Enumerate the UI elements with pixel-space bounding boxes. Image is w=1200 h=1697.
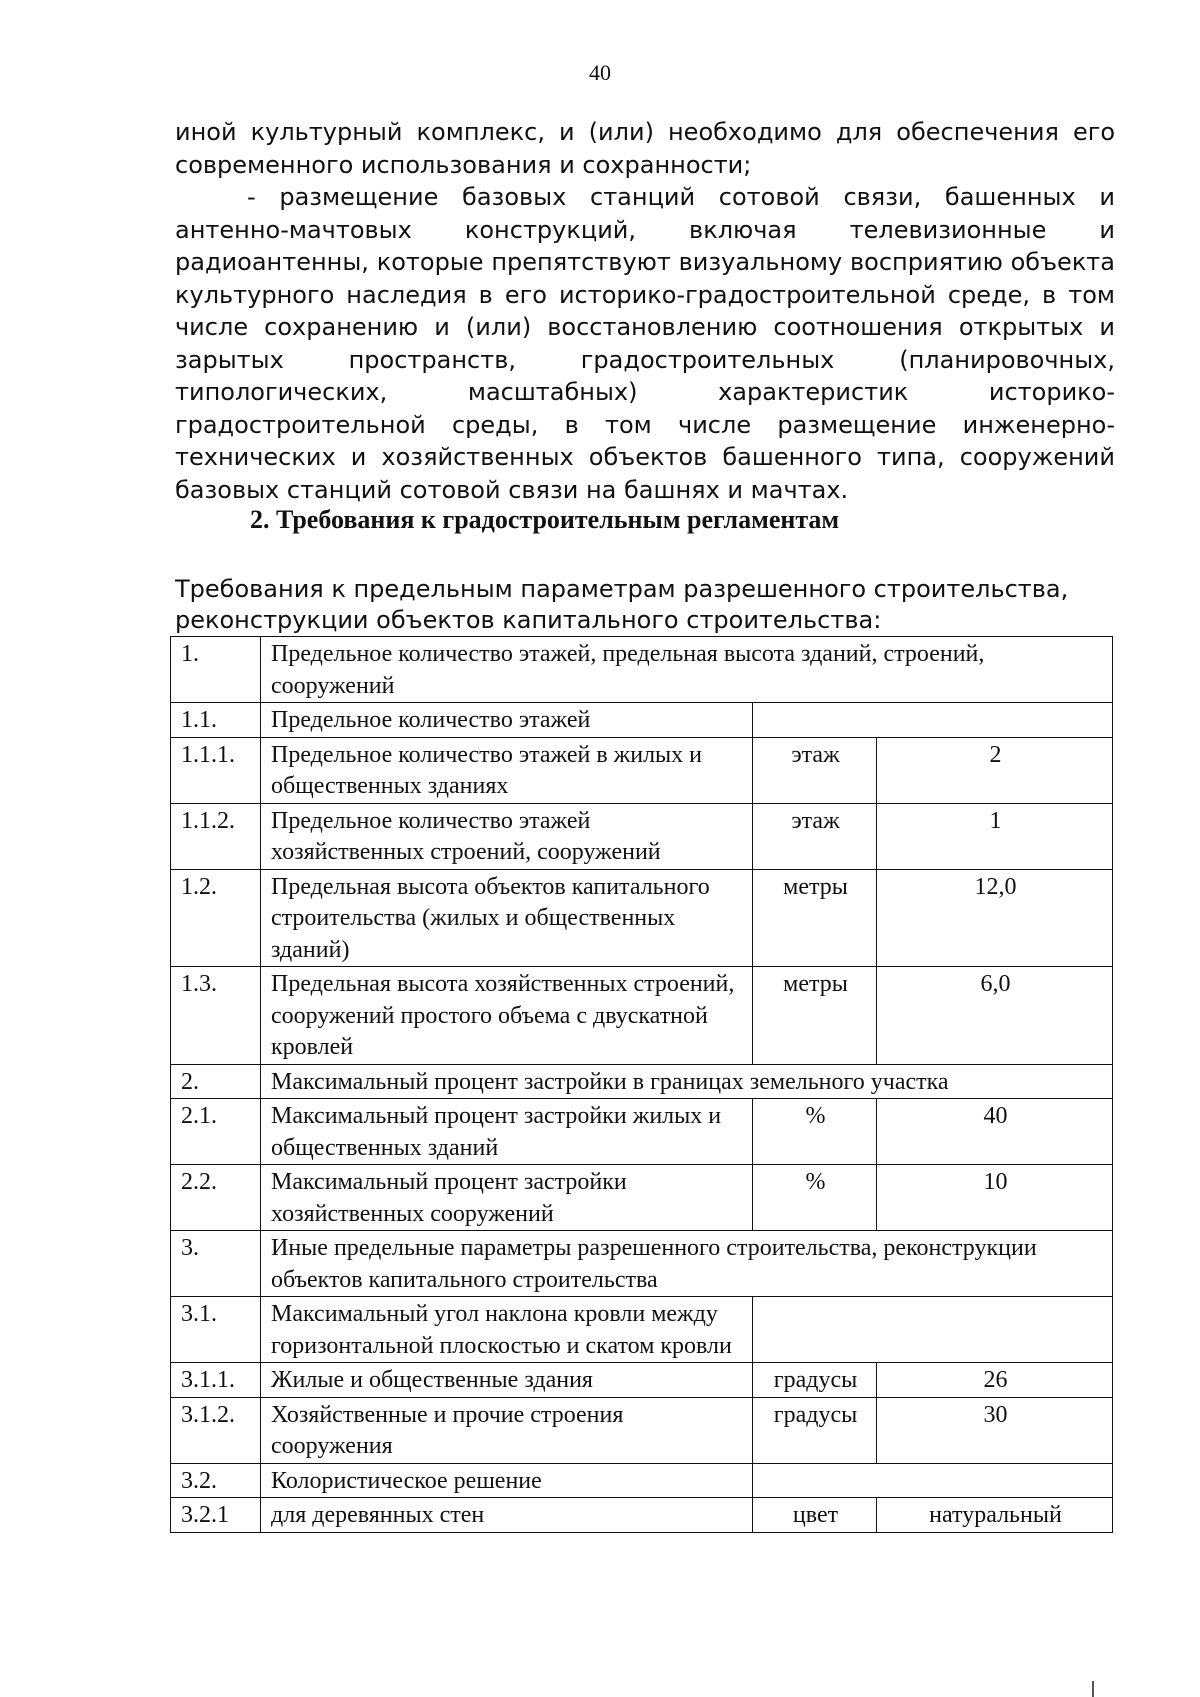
value-cell: 30 [877,1397,1113,1463]
parameters-table [170,636,1113,1533]
unit-cell: градусы [753,1363,877,1398]
table-row [171,1463,1113,1498]
table-row [171,1064,1113,1099]
row-number: 3.2.1 [171,1498,261,1533]
row-number: 1. [171,637,261,703]
parameter-name: Максимальный процент застройки в границах земельного участка [261,1064,1113,1099]
unit-cell: этаж [753,737,877,803]
value-cell: 2 [877,737,1113,803]
table-row [171,803,1113,869]
row-number: 1.1. [171,703,261,738]
table-row [171,1297,1113,1363]
parameter-name: Максимальный угол наклона кровли между горизонтальной плоскостью и скатом кровли [261,1297,753,1363]
parameter-name: Предельное количество этажей хозяйственных строений, сооружений [261,803,753,869]
empty-cell [753,1297,1113,1363]
row-number: 3.2. [171,1463,261,1498]
row-number: 2.1. [171,1099,261,1165]
parameter-name: Жилые и общественные здания [261,1363,753,1398]
body-text [175,116,1115,506]
row-number: 2.2. [171,1165,261,1231]
paragraph: - размещение базовых станций сотовой связи, башенных и антенно-мачтовых конструкций, включая телевизионные и радиоантенны, которые препятствуют визуальному восприятию объекта культурного наследия в его историко-градостроительной среде, в том числе сохранению и (или) восстановлению соотношения открытых и зарытых пространств, градостроительных (планировочных, типологических, масштабных) характеристик историко-градостроительной среды, в том числе размещение инженерно-технических и хозяйственных объектов башенного типа, сооружений базовых станций сотовой связи на башнях и мачтах. [175,183,1115,504]
value-cell: 10 [877,1165,1113,1231]
parameter-name: Предельная высота хозяйственных строений, сооружений простого объема с двускатной кровлей [261,967,753,1065]
unit-cell: этаж [753,803,877,869]
table-row [171,1231,1113,1297]
scan-edge-mark [1092,1681,1094,1697]
unit-cell: % [753,1165,877,1231]
row-number: 1.1.2. [171,803,261,869]
row-number: 3.1.1. [171,1363,261,1398]
value-cell: 6,0 [877,967,1113,1065]
empty-cell [753,703,1113,738]
table-intro: Требования к предельным параметрам разрешенного строительства, реконструкции объектов капитального строительства: [175,575,1069,634]
row-number: 1.2. [171,869,261,967]
empty-cell [753,1463,1113,1498]
row-number: 1.1.1. [171,737,261,803]
unit-cell: градусы [753,1397,877,1463]
unit-cell: метры [753,967,877,1065]
value-cell: 12,0 [877,869,1113,967]
table-row [171,1099,1113,1165]
parameter-name: Колористическое решение [261,1463,753,1498]
table-row [171,1363,1113,1398]
table-row [171,637,1113,703]
value-cell: натуральный [877,1498,1113,1533]
parameter-name: Предельное количество этажей, предельная высота зданий, строений, сооружений [261,637,1113,703]
table-row [171,1397,1113,1463]
table-row [171,869,1113,967]
table-row [171,1165,1113,1231]
value-cell: 26 [877,1363,1113,1398]
parameter-name: Предельное количество этажей [261,703,753,738]
parameter-name: для деревянных стен [261,1498,753,1533]
row-number: 3.1. [171,1297,261,1363]
parameter-name: Предельная высота объектов капитального строительства (жилых и общественных зданий) [261,869,753,967]
unit-cell: метры [753,869,877,967]
parameter-name: Максимальный процент застройки жилых и общественных зданий [261,1099,753,1165]
section-title: 2. Требования к градостроительным регламентам [250,505,840,534]
value-cell: 40 [877,1099,1113,1165]
row-number: 3.1.2. [171,1397,261,1463]
table-row [171,737,1113,803]
value-cell: 1 [877,803,1113,869]
table-row [171,967,1113,1065]
row-number: 1.3. [171,967,261,1065]
parameter-name: Хозяйственные и прочие строения сооружения [261,1397,753,1463]
unit-cell: % [753,1099,877,1165]
unit-cell: цвет [753,1498,877,1533]
table-body [171,637,1113,1533]
parameter-name: Предельное количество этажей в жилых и общественных зданиях [261,737,753,803]
page-number: 40 [589,60,611,85]
parameter-name: Максимальный процент застройки хозяйственных сооружений [261,1165,753,1231]
row-number: 3. [171,1231,261,1297]
row-number: 2. [171,1064,261,1099]
table-row [171,1498,1113,1533]
parameter-name: Иные предельные параметры разрешенного строительства, реконструкции объектов капитального строительства [261,1231,1113,1297]
paragraph: иной культурный комплекс, и (или) необходимо для обеспечения его современного использования и сохранности; [175,118,1115,179]
table-row [171,703,1113,738]
